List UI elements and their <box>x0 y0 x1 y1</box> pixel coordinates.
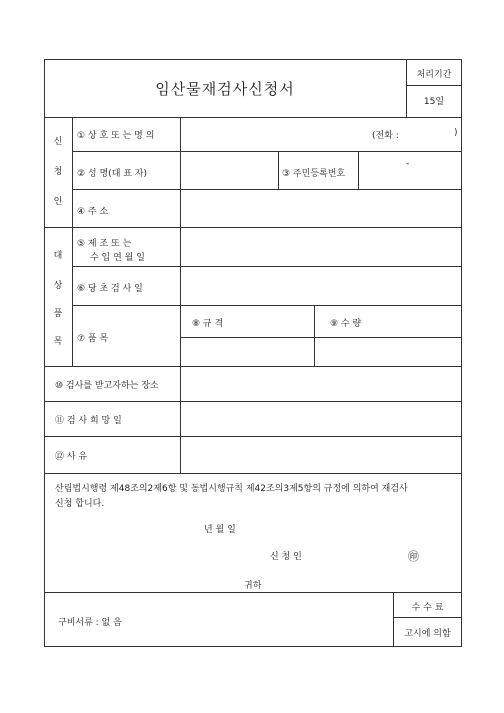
rule-product-2 <box>72 305 462 306</box>
phone-label: (전화 : <box>372 131 399 141</box>
rule-product-1 <box>72 266 462 267</box>
trade-name-label: ① 상 호 또 는 명 의 <box>77 131 155 141</box>
address-field[interactable] <box>185 191 457 225</box>
inspection-place-label: ⑩ 검사를 받고자하는 장소 <box>55 381 159 391</box>
product-group-char-1: 대 <box>53 251 63 261</box>
rule-applicant-bottom <box>44 227 462 228</box>
trade-name-field[interactable] <box>185 118 457 152</box>
applicant-group-char-2: 청 <box>53 167 63 177</box>
first-inspection-label: ⑥ 당 초 검 사 일 <box>77 284 143 294</box>
quantity-field[interactable] <box>318 339 458 365</box>
spec-label: ⑧ 규 격 <box>192 319 224 329</box>
product-group-char-2: 상 <box>53 281 63 291</box>
phone-close: ) <box>454 128 458 138</box>
address-label: ④ 주 소 <box>77 207 109 217</box>
rule-spec-header <box>180 337 462 338</box>
rule-spec-qty <box>314 305 315 366</box>
seal-icon: ㊞ <box>408 550 419 563</box>
rule-place <box>44 401 462 402</box>
applicant-group-char-3: 인 <box>53 197 63 207</box>
required-documents: 구비서류 : 없 음 <box>58 618 122 628</box>
addressee: 귀하 <box>244 581 262 591</box>
declaration-line2: 신청 합니다. <box>55 499 105 509</box>
declaration-date: 년 월 일 <box>204 525 236 535</box>
product-group-char-3: 품 <box>53 309 63 319</box>
quantity-label: ⑨ 수 량 <box>330 319 362 329</box>
rule-declaration-bottom <box>44 592 462 593</box>
name-label: ② 성 명(대 표 자) <box>77 169 148 179</box>
first-inspection-field[interactable] <box>185 268 457 302</box>
inspection-place-field[interactable] <box>185 369 457 399</box>
processing-period-label: 처리기간 <box>416 70 452 80</box>
fee-label: 수 수 료 <box>411 603 444 613</box>
name-field[interactable] <box>185 152 275 186</box>
desired-date-field[interactable] <box>185 404 457 434</box>
resident-no-label: ③ 주민등록번호 <box>282 169 346 179</box>
rule-fee <box>393 617 462 618</box>
manufacture-label-line1: ⑤ 제 조 또 는 <box>77 239 132 249</box>
product-group-char-4: 목 <box>53 337 63 347</box>
rule-resident-right <box>358 151 359 189</box>
form-title: 임산물재검사신청서 <box>155 80 295 98</box>
applicant-signature-label: 신 청 인 <box>270 552 302 562</box>
rule-resident-left <box>278 151 279 189</box>
rule-reason <box>44 473 462 474</box>
item-label: ⑦ 품 목 <box>77 334 109 344</box>
rule-group-col <box>72 117 73 366</box>
rule-label-col <box>180 117 181 473</box>
manufacture-label-line2: 수 입 연 월 일 <box>90 253 145 263</box>
resident-no-dash: - <box>406 159 410 169</box>
reason-field[interactable] <box>185 439 457 471</box>
rule-product-bottom <box>44 366 462 367</box>
spec-field[interactable] <box>185 339 310 365</box>
fee-value: 고시에 의함 <box>404 629 451 639</box>
declaration-line1: 산림법시행령 제48조의2제6항 및 동법시행규칙 제42조의3제5항의 규정에 의하여 재검사 <box>55 484 408 494</box>
rule-applicant-2 <box>72 189 462 190</box>
rule-date <box>44 436 462 437</box>
reason-label: ⑫ 사 유 <box>55 452 88 462</box>
manufacture-date-field[interactable] <box>185 229 457 263</box>
rule-period <box>406 85 462 86</box>
processing-period-value: 15일 <box>423 97 445 107</box>
desired-date-label: ⑪ 검 사 희 망 일 <box>55 416 122 426</box>
applicant-group-char-1: 신 <box>53 137 63 147</box>
